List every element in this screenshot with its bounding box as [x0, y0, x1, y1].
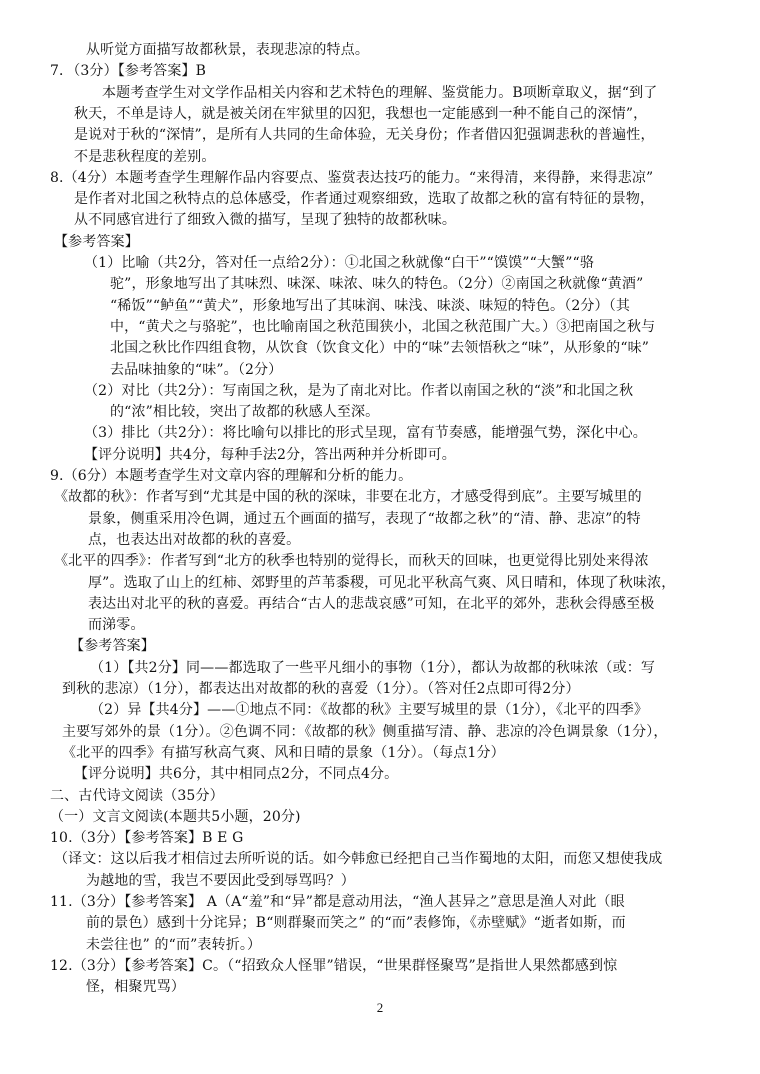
text-line: 主要写郊外的景（1分）。②色调不同：《故都的秋》侧重描写清、静、悲凉的冷色调景象（1分）， [62, 723, 668, 740]
text-line: 9.（6分）本题考查学生对文章内容的理解和分析的能力。 [50, 468, 413, 484]
text-line: 【评分说明】共4分，每种手法2分，答出两种并分析即可。 [84, 446, 456, 463]
text-line: 为越地的雪，我岂不要因此受到辱骂吗？） [86, 872, 355, 889]
section-heading: 【参考答案】 [70, 638, 155, 655]
text-line: 去品味抽象的“味”。（2分） [110, 361, 283, 378]
text-line: 从听觉方面描写故都秋景，表现悲凉的特点。 [86, 42, 369, 58]
text-line: 8.（4分）本题考查学生理解作品内容要点、鉴赏表达技巧的能力。“来得清，来得静，来得悲凉” [50, 169, 654, 186]
text-line: 11.（3分）【参考答案】 A（A“羞”和“异”都是意动用法，“渔人甚异之”意思是渔人对此（眼 [50, 894, 625, 910]
text-line: 《故都的秋》：作者写到“尤其是中国的秋的深味，非要在北方，才感受得到底”。主要写城里的 [54, 489, 642, 506]
text-line: 未尝往也” 的“而”表转折。） [86, 936, 262, 953]
text-line: 《北平的四季》有描写秋高气爽、风和日晴的景象（1分）。（每点1分） [62, 744, 505, 761]
section-heading: 【参考答案】 [54, 233, 139, 250]
text-line: 的“浓”相比较，突出了故都的秋感人至深。 [110, 404, 380, 421]
page-number: 2 [376, 1000, 384, 1015]
text-line: （3）排比（共2分）：将比喻句以排比的形式呈现，富有节奏感，能增强气势，深化中心。 [84, 425, 647, 442]
text-line: 驼”，形象地写出了其味烈、味深、味浓、味久的特色。（2分）②南国之秋就像“黄酒” [110, 276, 644, 293]
text-line: 厚”。选取了山上的红柿、郊野里的芦苇黍稷，可见北平秋高气爽、风日晴和，体现了秋味浓， [88, 574, 676, 591]
text-line: （1）【共2分】同——都选取了一些平凡细小的事物（1分），都认为故都的秋味浓（或：写 [90, 659, 656, 676]
text-line: （译文：这以后我才相信过去所听说的话。如今韩愈已经把自己当作蜀地的太阳，而您又想使我成 [54, 851, 663, 868]
section-heading: （一）文言文阅读(本题共5小题，20分) [50, 808, 301, 825]
section-heading: 二、古代诗文阅读（35分） [50, 787, 224, 804]
text-line: （2）对比（共2分）：写南国之秋，是为了南北对比。作者以南国之秋的“淡”和北国之秋 [84, 382, 634, 399]
text-line: 中，“黄犬之与骆驼”，也比喻南国之秋范围狭小，北国之秋范围广大。）③把南国之秋与 [110, 318, 656, 335]
text-line: 从不同感官进行了细致入微的描写，呈现了独特的故都秋味。 [74, 212, 457, 229]
text-line: （2）异【共4分】——①地点不同：《故都的秋》主要写城里的景（1分），《北平的四季》 [90, 702, 649, 719]
text-line: （1）比喻（共2分，答对任一点给2分）：①北国之秋就像“白干”“馍馍”“大蟹”“骆 [84, 255, 594, 271]
text-line: 表达出对北平的秋的喜爱。再结合“古人的悲哉哀感”可知，在北平的郊外，悲秋会得感至极 [88, 595, 655, 612]
text-line: 不是悲秋程度的差别。 [74, 148, 216, 165]
text-line: 12.（3分）【参考答案】C。（“招致众人怪罪”错误，“世果群怪聚骂”是指世人果然都感到惊 [50, 957, 618, 974]
text-line: 前的景色）感到十分诧异；B“则群聚而笑之” 的“而”表修饰，《赤壁赋》“逝者如斯，而 [86, 915, 626, 932]
text-line: 北国之秋比作四组食物，从饮食（饮食文化）中的“味”去领悟秋之“味”，从形象的“味” [110, 340, 650, 357]
text-line: 而涕零。 [88, 617, 145, 634]
text-line: 本题考查学生对文学作品相关内容和艺术特色的理解、鉴赏能力。B项断章取义，据“到了 [102, 84, 658, 101]
text-line: 10.（3分）【参考答案】B E G [50, 830, 244, 847]
text-line: 到秋的悲凉）（1分），都表达出对故都的秋的喜爱（1分）。（答对任2点即可得2分） [62, 681, 580, 697]
text-line: 景象，侧重采用冷色调，通过五个画面的描写，表现了“故都之秋”的“清、静、悲凉”的特 [88, 510, 641, 527]
text-line: 是说对于秋的“深情”，是所有人共同的生命体验，无关身份；作者借囚犯强调悲秋的普遍性， [74, 127, 655, 144]
text-line: 7．（3分）【参考答案】B [50, 63, 207, 80]
text-line: 《北平的四季》：作者写到“北方的秋季也特别的觉得长，而秋天的回味，也更觉得比别处来得浓 [54, 553, 649, 570]
text-line: “稀饭”“鲈鱼”“黄犬”，形象地写出了其味润、味浅、味淡、味短的特色。（2分）（其 [110, 297, 630, 314]
text-line: 【评分说明】共6分，其中相同点2分，不同点4分。 [74, 766, 399, 783]
text-line: 怪，相聚咒骂） [86, 979, 186, 996]
text-line: 点，也表达出对故都的秋的喜爱。 [88, 531, 301, 548]
text-line: 是作者对北国之秋特点的总体感受，作者通过观察细致，选取了故都之秋的富有特征的景物， [74, 191, 655, 208]
text-line: 秋天，不单是诗人，就是被关闭在牢狱里的囚犯，我想也一定能感到一种不能自己的深情”， [74, 105, 648, 122]
